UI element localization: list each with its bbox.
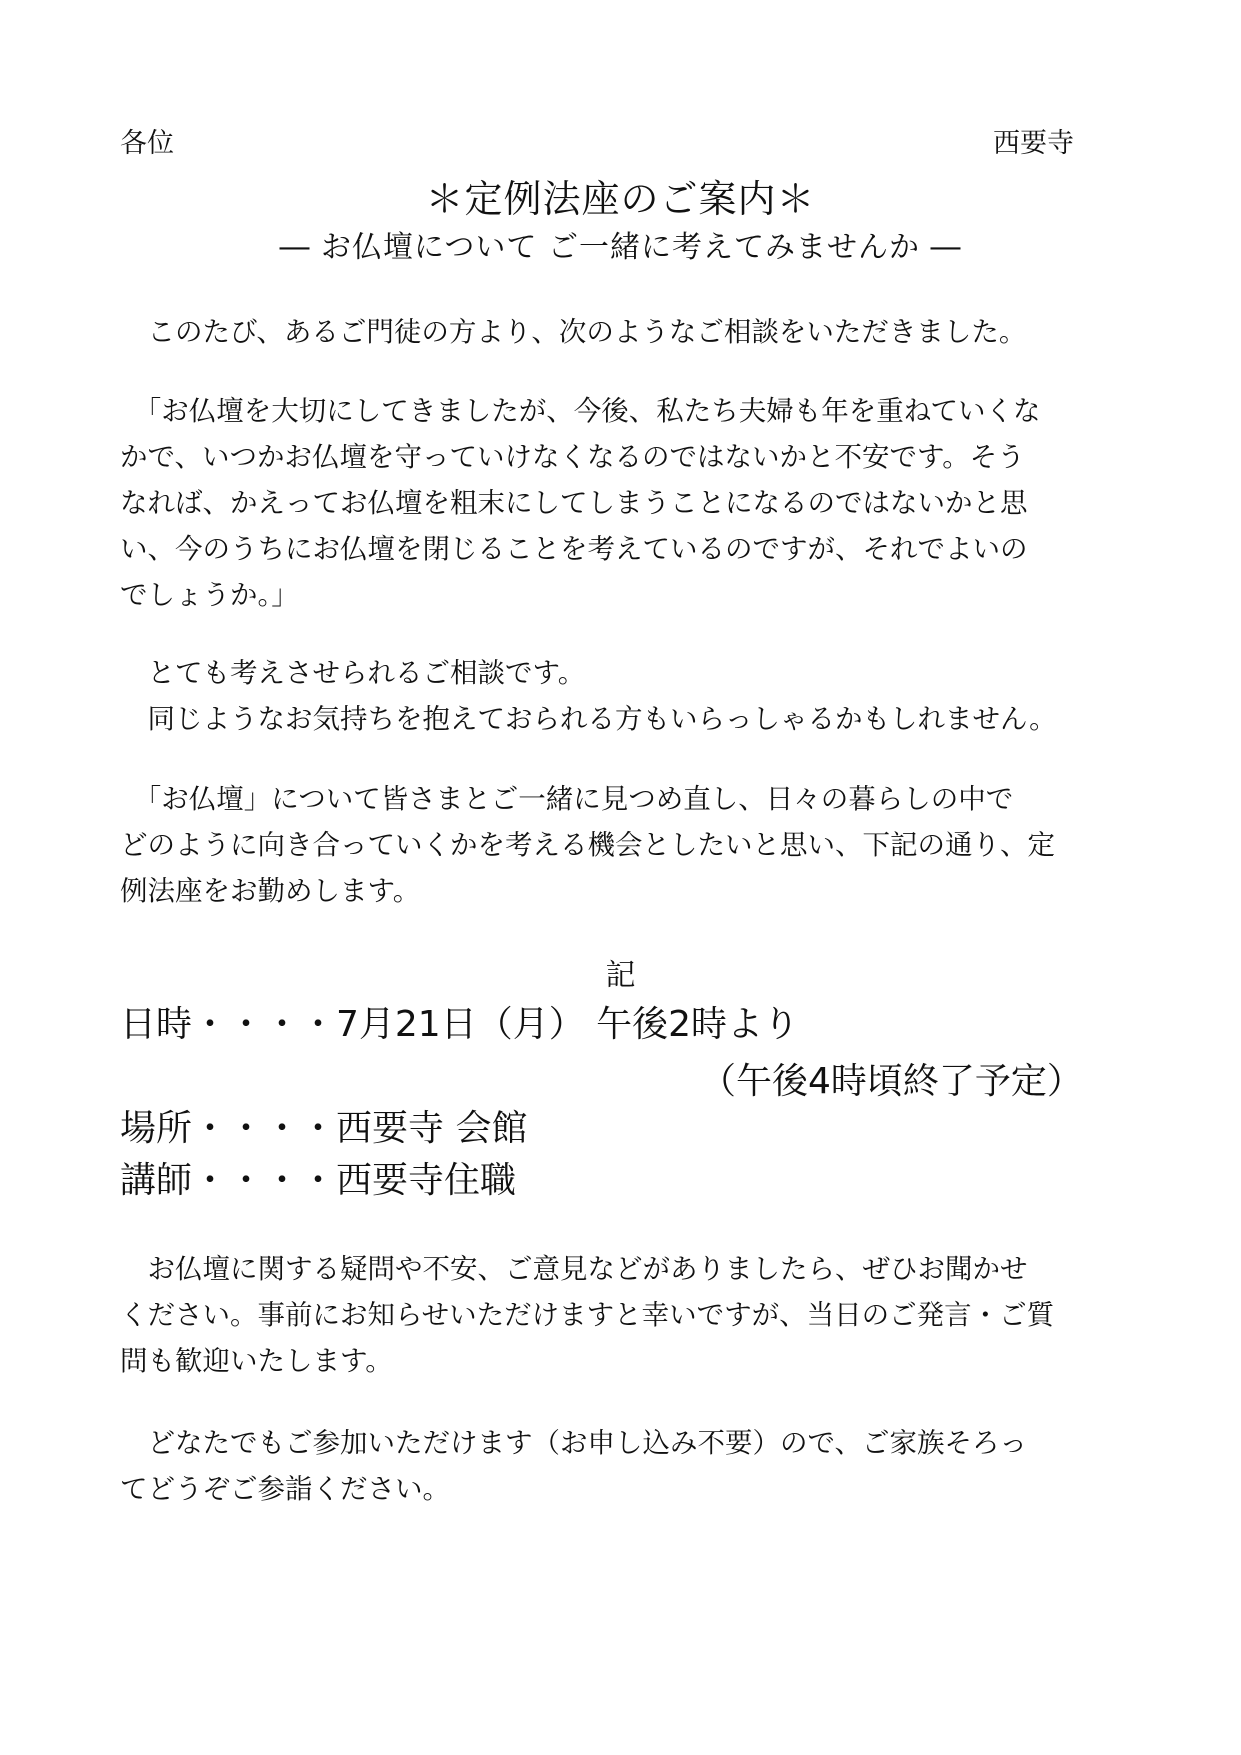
questions-paragraph [120,1246,1140,1384]
document-title: ＊定例法座のご案内＊ [425,177,816,221]
paragraph-line: でしょうか。」 [120,579,299,611]
paragraph-line: い、今のうちにお仏壇を閉じることを考えているのですが、それでよいの [120,533,1028,565]
purpose-paragraph [120,776,1140,914]
detail-end-note: （午後4時頃終了予定） [700,1061,1083,1102]
paragraph-line: どのように向き合っていくかを考える機会としたいと思い、下記の通り、定 [120,829,1055,861]
paragraph-line: 例法座をお勤めします。 [120,875,421,907]
paragraph-line: 「お仏壇」について皆さまとご一緒に見つめ直し、日々の暮らしの中で [120,783,1014,815]
document-subtitle: ― お仏壇について ご一緒に考えてみませんか ― [279,230,962,265]
paragraph-line: お仏壇に関する疑問や不安、ご意見などがありましたら、ぜひお聞かせ [120,1253,1028,1285]
paragraph-line: かで、いつかお仏壇を守っていけなくなるのではないかと不安です。そう [120,441,1025,473]
paragraph-line: このたび、あるご門徒の方より、次のようなご相談をいただきました。 [120,316,1027,348]
paragraph-line: どなたでもご参加いただけます（お申し込み不要）ので、ご家族そろっ [120,1427,1027,1459]
reflection-paragraph [120,650,1140,742]
detail-datetime: 日時・・・・7月21日（月） 午後2時より [120,1004,800,1045]
quote-paragraph [120,388,1140,618]
detail-place: 場所・・・・西要寺 会館 [120,1108,528,1149]
intro-paragraph [120,309,1140,355]
paragraph-line: 問も歓迎いたします。 [120,1345,393,1377]
paragraph-line: 「お仏壇を大切にしてきましたが、今後、私たち夫婦も年を重ねていくな [120,395,1041,427]
detail-lecturer: 講師・・・・西要寺住職 [120,1160,517,1201]
addressee: 各位 [120,128,174,159]
paragraph-line: てどうぞご参詣ください。 [120,1473,450,1505]
paragraph-line: 同じようなお気持ちを抱えておられる方もいらっしゃるかもしれません。 [120,703,1057,735]
paragraph-line: なれば、かえってお仏壇を粗末にしてしまうことになるのではないかと思 [120,487,1028,519]
paragraph-line: ください。事前にお知らせいただけますと幸いですが、当日のご発言・ご質 [120,1299,1055,1331]
ki-heading: 記 [605,958,636,993]
closing-paragraph [120,1420,1140,1512]
paragraph-line: とても考えさせられるご相談です。 [120,657,586,689]
sender-name: 西要寺 [993,128,1074,159]
